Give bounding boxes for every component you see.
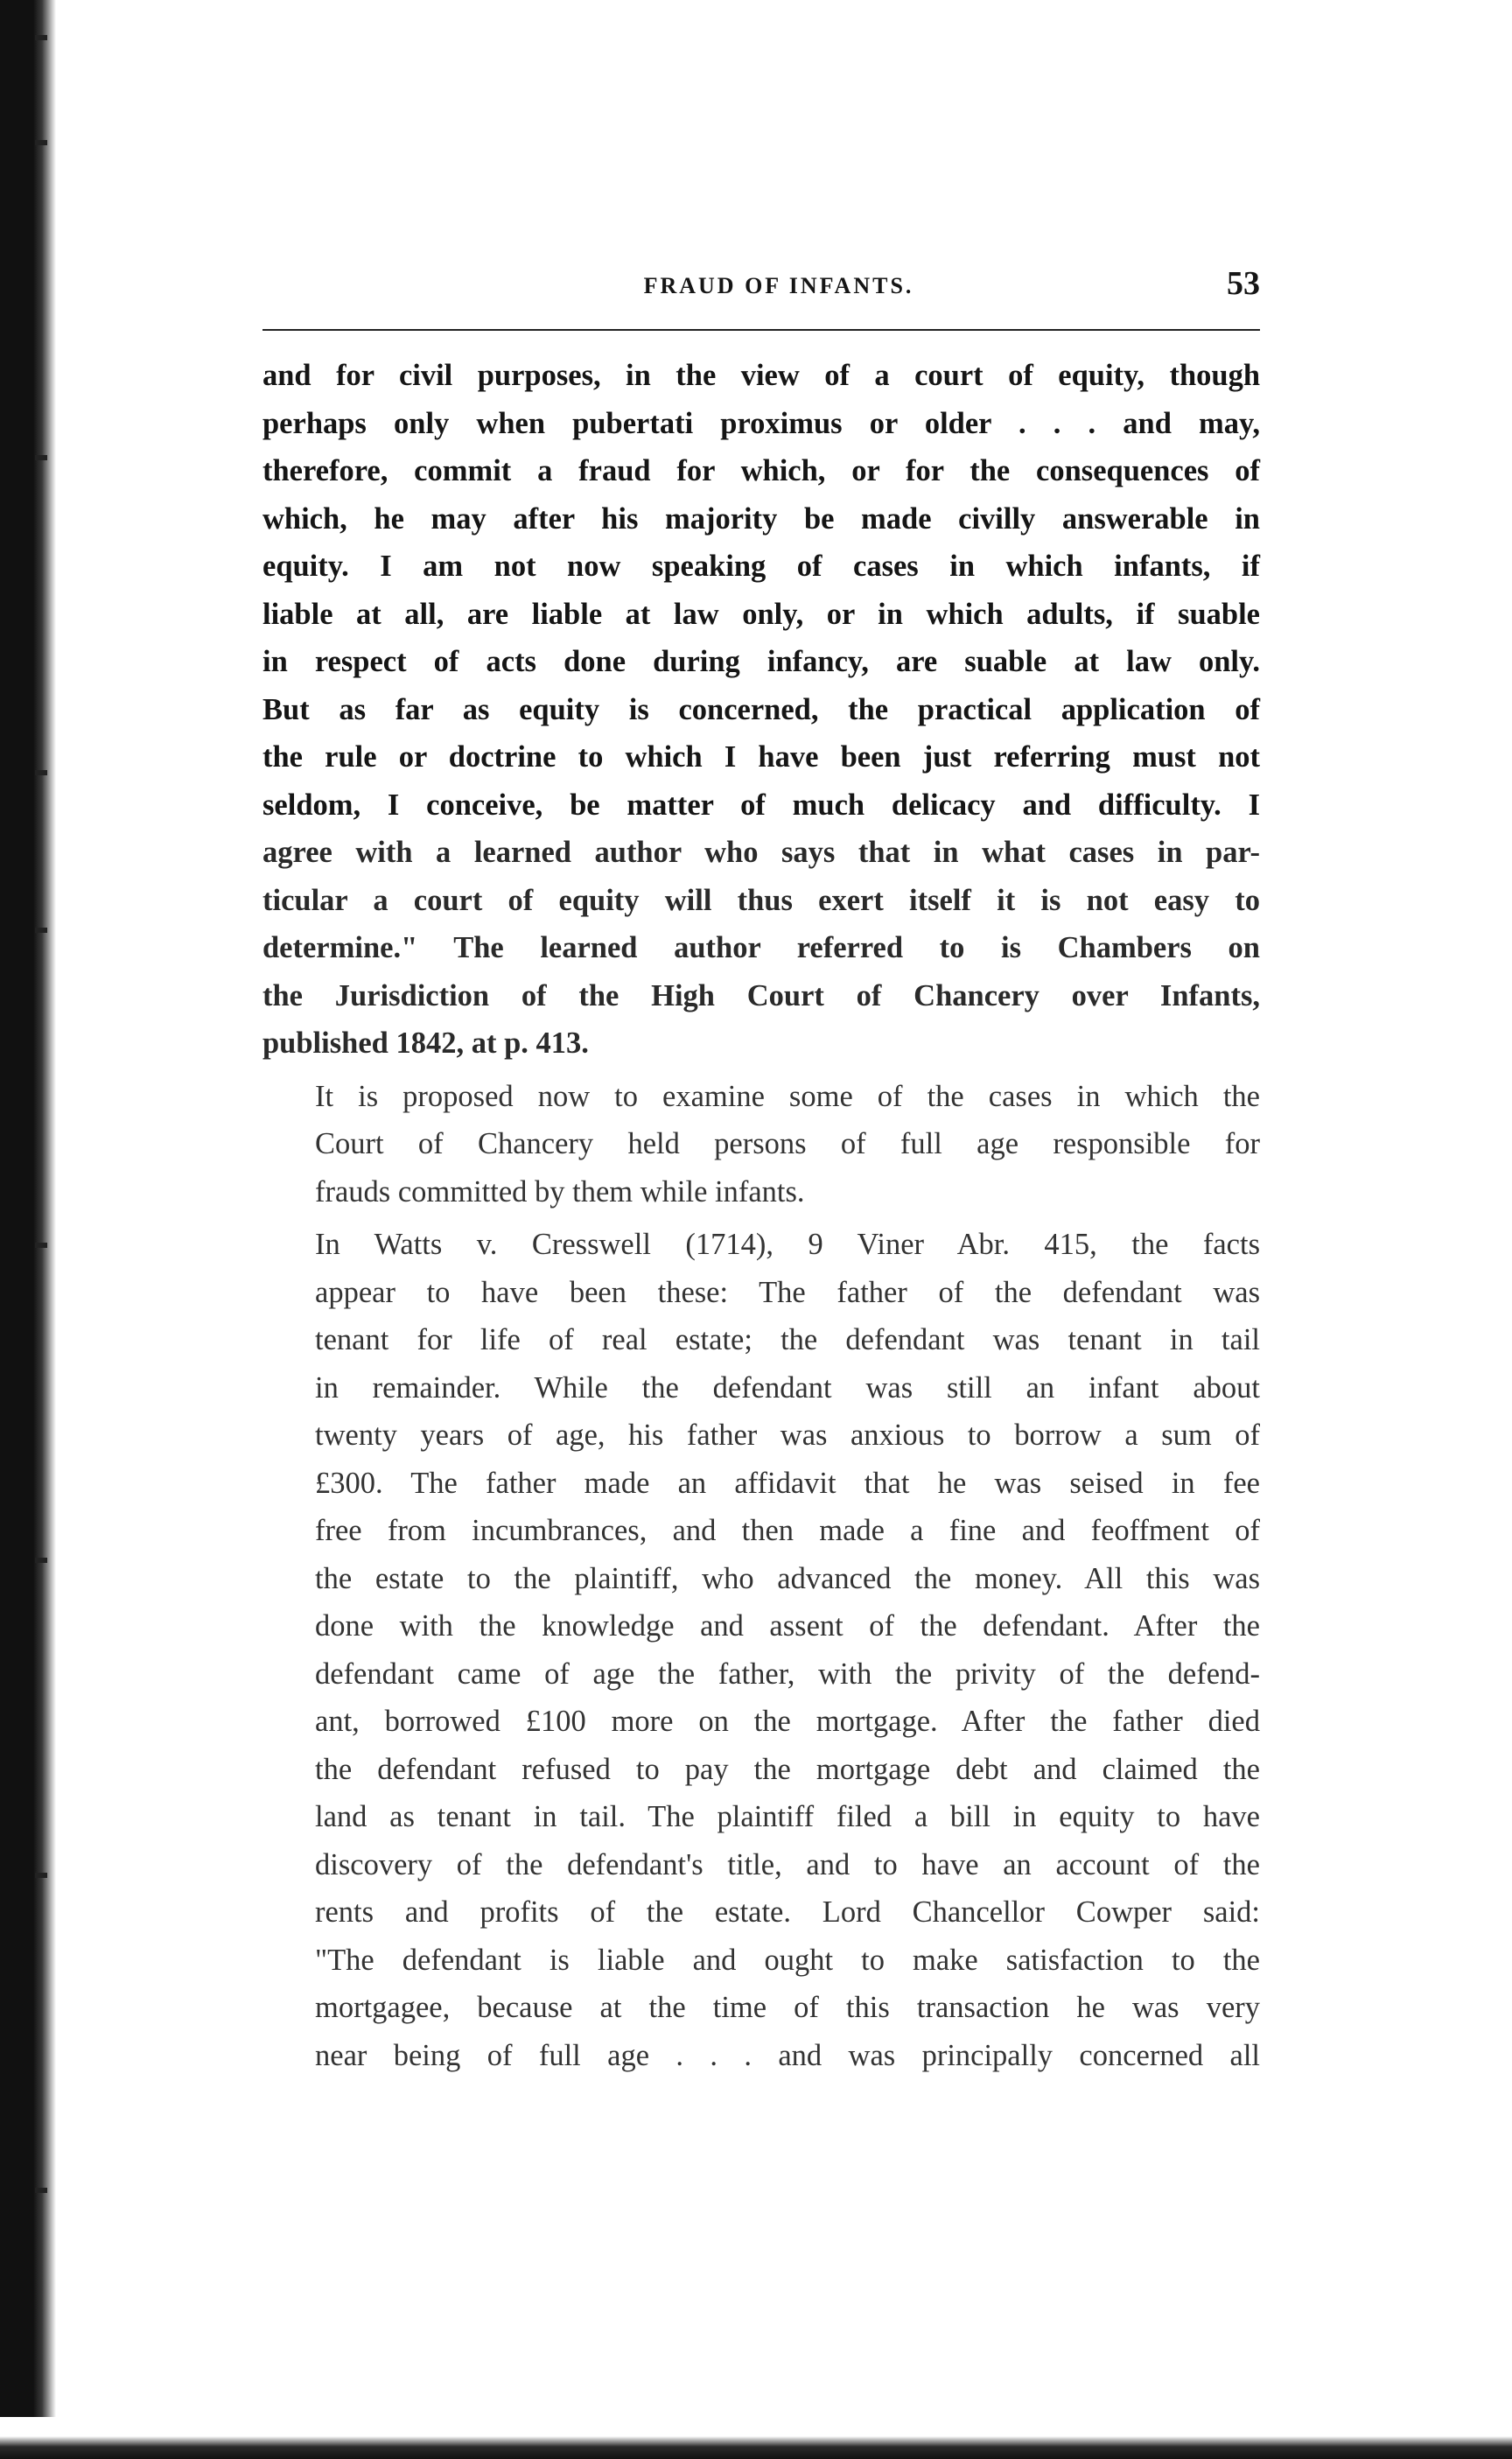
text-line: discovery of the defendant's title, and to have an account of the — [315, 1847, 1260, 1881]
text-line: in respect of acts done during infancy, are suable at law only. — [262, 645, 1260, 678]
text-line: equity. I am not now speaking of cases in which infants, if — [262, 550, 1260, 583]
running-header — [262, 263, 1260, 312]
text-line: mortgagee, because at the time of this transaction he was very — [315, 1991, 1260, 2024]
text-line: It is proposed now to examine some of the cases in which the — [315, 1079, 1260, 1113]
text-line: published 1842, at p. 413. — [262, 1026, 589, 1060]
text-line: ticular a court of equity will thus exert itself it is not easy to — [262, 883, 1260, 917]
text-line: "The defendant is liable and ought to make satisfaction to the — [315, 1943, 1260, 1977]
scan-bottom-edge — [0, 2417, 1512, 2459]
text-line: In Watts v. Cresswell (1714), 9 Viner Abr. 415, the facts — [315, 1228, 1260, 1261]
text-line: the rule or doctrine to which I have been just referring must not — [262, 740, 1260, 774]
text-line: done with the knowledge and assent of the defendant. After the — [315, 1609, 1260, 1643]
scan-left-binding-edge — [0, 0, 56, 2459]
paragraph-1 — [262, 352, 1260, 1068]
text-line: and for civil purposes, in the view of a court of equity, though — [262, 359, 1260, 392]
paragraph-3 — [262, 1221, 1260, 2079]
text-line: perhaps only when pubertati proximus or older . . . and may, — [262, 406, 1260, 440]
text-line: appear to have been these: The father of the defendant was — [315, 1275, 1260, 1309]
text-line: frauds committed by them while infants. — [315, 1174, 805, 1208]
text-line: the estate to the plaintiff, who advanced the money. All this was — [315, 1561, 1260, 1595]
text-line: twenty years of age, his father was anxious to borrow a sum of — [315, 1419, 1260, 1452]
text-line: But as far as equity is concerned, the practical application of — [262, 692, 1260, 726]
text-line: liable at all, are liable at law only, or in which adults, if suable — [262, 597, 1260, 631]
text-line: £300. The father made an affidavit that he was seised in fee — [315, 1466, 1260, 1500]
text-line: rents and profits of the estate. Lord Chancellor Cowper said: — [315, 1895, 1260, 1929]
text-line: in remainder. While the defendant was still an infant about — [315, 1370, 1260, 1405]
text-line: defendant came of age the father, with the privity of the defend- — [315, 1657, 1260, 1691]
text-line: seldom, I conceive, be matter of much delicacy and difficulty. I — [262, 788, 1260, 822]
text-line: near being of full age . . . and was principally concerned all — [315, 2038, 1260, 2072]
text-line: Court of Chancery held persons of full age responsible for — [315, 1127, 1260, 1160]
text-line: land as tenant in tail. The plaintiff filed a bill in equity to have — [315, 1800, 1260, 1833]
header-rule — [262, 329, 1260, 331]
text-line: tenant for life of real estate; the defendant was tenant in tail — [315, 1323, 1260, 1356]
text-line: the defendant refused to pay the mortgage debt and claimed the — [315, 1752, 1260, 1786]
text-line: the Jurisdiction of the High Court of Chancery over Infants, — [262, 978, 1260, 1012]
page-number: 53 — [1227, 265, 1260, 302]
text-line: ant, borrowed £100 more on the mortgage. After the father died — [315, 1705, 1260, 1738]
text-line: which, he may after his majority be made civilly answerable in — [262, 501, 1260, 536]
text-line: free from incumbrances, and then made a fine and feoffment of — [315, 1514, 1260, 1547]
text-line: therefore, commit a fraud for which, or for the consequences of — [262, 454, 1260, 487]
running-title: FRAUD OF INFANTS. — [643, 273, 914, 298]
book-page — [262, 263, 1260, 2079]
text-line: determine." The learned author referred to is Chambers on — [262, 931, 1260, 964]
text-line: agree with a learned author who says that in what cases in par- — [262, 836, 1260, 869]
paragraph-2 — [262, 1073, 1260, 1216]
